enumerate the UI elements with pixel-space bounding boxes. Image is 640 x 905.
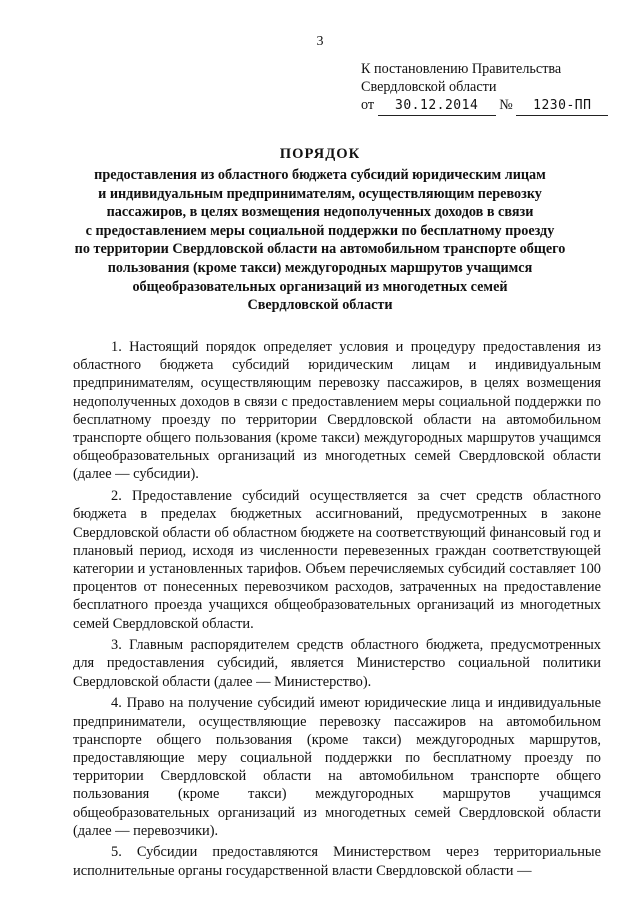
paragraph-2: 2. Предоставление субсидий осуществляется за счет средств областного бюджета в пределах бюджетных ассигнований, предусмотренных в законе Свердловской области об областном бюджете на соответствующий финансовый год и плановый период, исходя из численности перевезенных граждан соответствующей категории и установленных тарифов. Объем перечисляемых субсидий составляет 100 процентов от понесенных перевозчиком расходов, затраченных на предоставление бесплатного проезда учащихся общеобразовательных организаций из многодетных семей Свердловской области. [73, 488, 601, 632]
number-prefix: № [499, 97, 513, 113]
paragraph-5: 5. Субсидии предоставляются Министерством через территориальные исполнительные органы государственной власти Свердловской области — [73, 844, 601, 879]
approval-line-1: К постановлению Правительства [361, 61, 562, 77]
date-prefix: от [361, 97, 375, 113]
subtitle-line: по территории Свердловской области на автомобильном транспорте общего [74, 241, 566, 258]
approval-date-number-row [361, 96, 601, 116]
approval-block [361, 60, 601, 116]
decree-number: 1230-ПП [516, 97, 608, 116]
paragraph-3: 3. Главным распорядителем средств областного бюджета, предусмотренных для предоставления субсидий, является Министерство социальной политики Свердловской области (далее — Министерство). [73, 637, 601, 690]
subtitle-line: и индивидуальным предпринимателям, осуществляющим перевозку [98, 185, 542, 202]
document-heading: ПОРЯДОК [279, 146, 361, 162]
page-number: 3 [316, 34, 324, 49]
approval-line-2: Свердловской области [361, 79, 497, 95]
decree-date: 30.12.2014 [378, 97, 496, 116]
paragraph-4: 4. Право на получение субсидий имеют юридические лица и индивидуальные предприниматели, осуществляющие перевозку пассажиров на автомобильном транспорте общего пользования (кроме такси) междугородных маршрутов, предоставляющие меру социальной поддержки по бесплатному проезду по территории Свердловской области на автомобильном транспорте общего пользования (кроме такси) междугородных маршрутов учащимся общеобразовательных организаций из многодетных семей Свердловской области (далее — перевозчики). [73, 695, 601, 839]
subtitle-line: предоставления из областного бюджета субсидий юридическим лицам [94, 167, 546, 183]
paragraph-1: 1. Настоящий порядок определяет условия и процедуру предоставления из областного бюджета субсидий юридическим лицам и индивидуальным предпринимателям, осуществляющим перевозку пассажиров, в целях возмещения недополученных доходов в связи с предоставлением меры социальной поддержки по бесплатному проезду по территории Свердловской области на автомобильном транспорте общего пользования (кроме такси) междугородных маршрутов учащимся общеобразовательных организаций из многодетных семей Свердловской области (далее — субсидии). [73, 339, 601, 483]
subtitle-line: пользования (кроме такси) междугородных маршрутов учащимся [107, 259, 533, 276]
subtitle-line: Свердловской области [247, 297, 393, 314]
subtitle-line: пассажиров, в целях возмещения недополученных доходов в связи [106, 204, 534, 221]
document-subtitle [60, 166, 580, 315]
subtitle-line: общеобразовательных организаций из многодетных семей [132, 278, 508, 295]
document-body [73, 338, 601, 883]
subtitle-line: с предоставлением меры социальной поддержки по бесплатному проезду [85, 222, 555, 239]
